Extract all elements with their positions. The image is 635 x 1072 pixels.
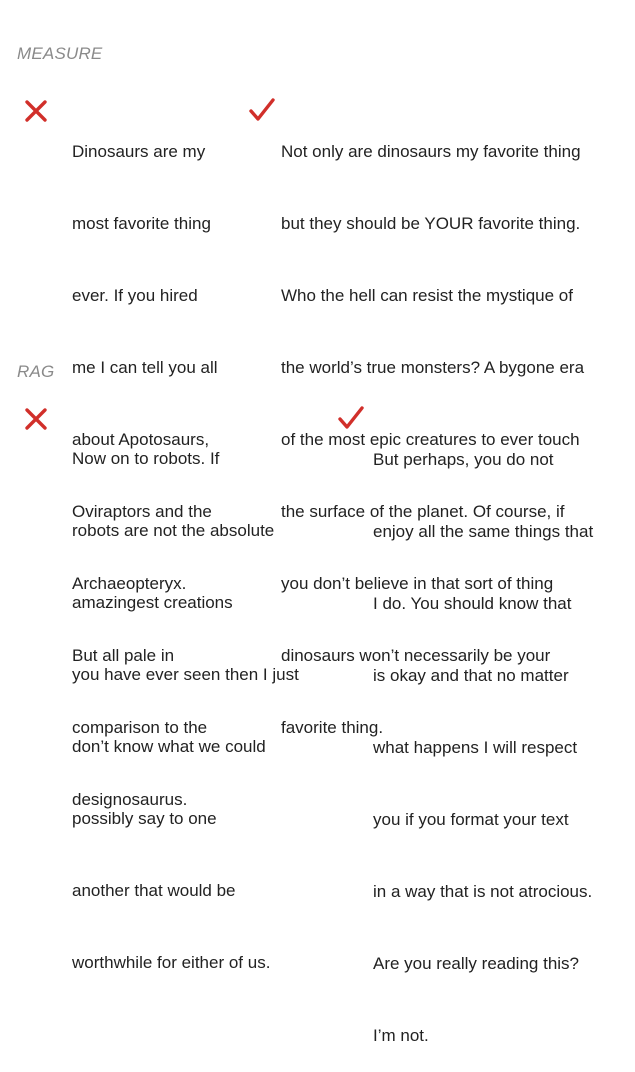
checkmark-icon — [337, 404, 365, 432]
text-line: in a way that is not atrocious. — [373, 882, 593, 901]
text-line: another that would be — [72, 881, 236, 900]
text-line: don’t know what we could — [72, 737, 266, 756]
text-line: worthwhile for either of us. — [72, 953, 271, 972]
text-line: you don’t believe in that sort of thing — [281, 574, 554, 593]
checkmark-icon — [248, 96, 276, 124]
section-label-measure: MEASURE — [17, 44, 103, 63]
text-line: about Apotosaurs, — [72, 430, 210, 449]
text-line: you have ever seen then I just — [72, 665, 299, 684]
text-line: but they should be YOUR favorite thing. — [281, 214, 581, 233]
text-line: But all pale in — [72, 646, 175, 665]
text-line: possibly say to one — [72, 809, 217, 828]
text-line: what happens I will respect — [373, 738, 578, 757]
text-line: Archaeopteryx. — [72, 574, 187, 593]
text-line: Dinosaurs are my — [72, 142, 206, 161]
text-line: most favorite thing — [72, 214, 211, 233]
text-line: you if you format your text — [373, 810, 569, 829]
text-line: amazingest creations — [72, 593, 233, 612]
text-line: robots are not the absolute — [72, 521, 275, 540]
section-label-rag: RAG — [17, 362, 55, 381]
text-line: the surface of the planet. Of course, if — [281, 502, 565, 521]
text-line: designosaurus. — [72, 790, 188, 809]
text-line: Oviraptors and the — [72, 502, 212, 521]
cross-icon — [22, 405, 50, 433]
text-line: of the most epic creatures to ever touch — [281, 430, 580, 449]
text-line: I’m not. — [373, 1026, 429, 1045]
text-line: Not only are dinosaurs my favorite thing — [281, 142, 581, 161]
text-line: Are you really reading this? — [373, 954, 580, 973]
text-line: favorite thing. — [281, 718, 384, 737]
text-line: comparison to the — [72, 718, 208, 737]
text-line: Who the hell can resist the mystique of — [281, 286, 573, 305]
text-line: me I can tell you all — [72, 358, 218, 377]
rag-bad-paragraph — [72, 399, 299, 999]
text-line: dinosaurs won’t necessarily be your — [281, 646, 551, 665]
text-line: But perhaps, you do not — [373, 450, 554, 469]
text-line: enjoy all the same things that — [373, 522, 594, 541]
text-line: is okay and that no matter — [373, 666, 569, 685]
text-line: I do. You should know that — [373, 594, 572, 613]
cross-icon — [22, 97, 50, 125]
text-line: the world’s true monsters? A bygone era — [281, 358, 585, 377]
text-line: Now on to robots. If — [72, 449, 220, 468]
rag-good-paragraph — [373, 400, 593, 1072]
text-line: ever. If you hired — [72, 286, 198, 305]
